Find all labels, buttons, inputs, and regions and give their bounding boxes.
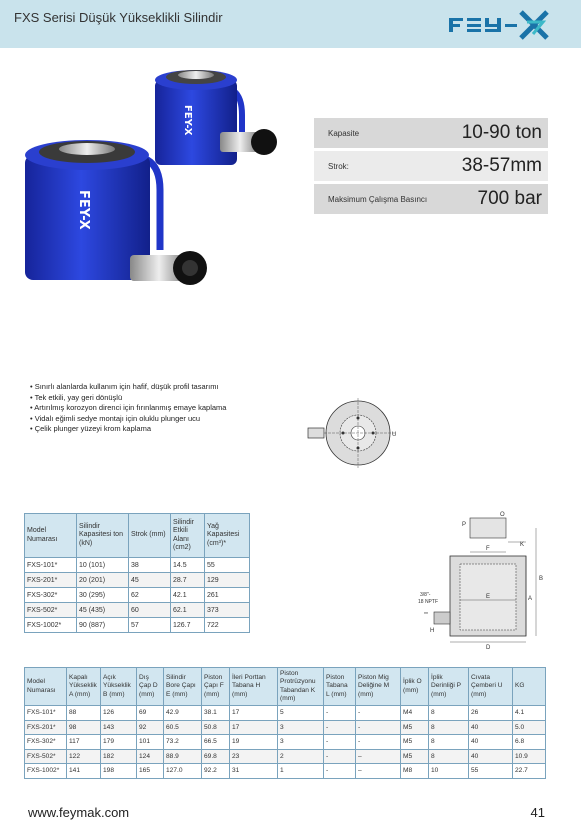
table-cell: 23 [230,749,278,764]
table-cell: 3 [278,735,324,750]
table-cell: 42.9 [164,706,202,721]
feyx-logo [447,8,567,40]
table-cell: 8 [429,720,469,735]
table-cell: – [356,749,401,764]
table-header-row [25,514,250,558]
table-row [25,735,546,750]
table-cell: 60.5 [164,720,202,735]
dimensions-table [24,667,546,779]
feature-item: • Tek etkili, yay geri dönüşlü [30,393,290,404]
table-cell: 73.2 [164,735,202,750]
table-header: İplik O (mm) [401,668,429,706]
table-header-row [25,668,546,706]
dim-u-label: U [392,432,397,438]
table-cell: 198 [101,764,137,779]
dim-e-label: E [486,594,491,600]
table-cell: 62.1 [171,603,205,618]
table-cell: 122 [67,749,101,764]
table-cell: 126.7 [171,618,205,633]
table-cell: 42.1 [171,588,205,603]
table-cell: - [324,720,356,735]
table-cell: 182 [101,749,137,764]
footer-website: www.feymak.com [28,805,130,820]
spec-label: Kapasite [328,128,360,138]
table-cell: 4.1 [513,706,546,721]
table-cell: 26 [469,706,513,721]
table-header: Silindir Etkili Alanı (cm2) [171,514,205,558]
table-cell: - [356,706,401,721]
table-row [25,603,250,618]
table-cell: 127.0 [164,764,202,779]
spec-value: 38-57mm [461,155,542,176]
thread-label-1: 3/8"- [420,592,431,598]
spec-summary [314,118,548,217]
table-cell: 3 [278,720,324,735]
table-header: Piston Tabana L (mm) [324,668,356,706]
table-cell: 373 [205,603,250,618]
table-cell: M5 [401,735,429,750]
table-header: Strok (mm) [129,514,171,558]
table-cell: FXS-1002* [25,764,67,779]
feature-list [30,382,290,435]
table-header: Piston Protrüzyonu Tabandan K (mm) [278,668,324,706]
spec-label: Maksimum Çalışma Basıncı [328,194,428,204]
table-row [25,720,546,735]
dim-o-label: O [500,512,505,518]
feature-item: • Vidalı eğimli sedye montajı için oluklu plunger ucu [30,414,290,425]
dim-h-label: H [430,628,435,634]
table-cell: 10.9 [513,749,546,764]
table-cell: 10 (101) [77,558,129,573]
table-cell: 8 [429,749,469,764]
dim-a-label: A [528,596,533,602]
table-header: Açık Yükseklik B (mm) [101,668,137,706]
table-cell: 90 (887) [77,618,129,633]
table-cell: FXS-201* [25,573,77,588]
table-cell: FXS-201* [25,720,67,735]
feature-item: • Artırılmış korozyon direnci için fırınlanmış emaye kaplama [30,403,290,414]
table-cell: M5 [401,749,429,764]
dim-d-label: D [486,645,491,650]
table-cell: 92.2 [202,764,230,779]
top-view-drawing [306,398,406,468]
table-cell: 38.1 [202,706,230,721]
spec-capacity [314,118,548,148]
table-cell: FXS-101* [25,706,67,721]
table-cell: 92 [137,720,164,735]
table-cell: 40 [469,720,513,735]
feature-item: • Çelik plunger yüzeyi krom kaplama [30,424,290,435]
thread-label-2: 18 NPTF [418,599,439,605]
table-cell: 98 [67,720,101,735]
table-header: Cıvata Çemberi U (mm) [469,668,513,706]
table-cell: 8 [429,735,469,750]
table-row [25,764,546,779]
table-cell: - [356,735,401,750]
table-header: Piston Mig Deliğine M (mm) [356,668,401,706]
spec-value: 10-90 ton [461,122,542,143]
spec-stroke [314,151,548,181]
large-cylinder-label: FEY-X [76,190,91,230]
table-row [25,749,546,764]
table-cell: 143 [101,720,137,735]
table-header: İplik Derinliği P (mm) [429,668,469,706]
table-cell: 179 [101,735,137,750]
table-cell: M4 [401,706,429,721]
feature-item: • Sınırlı alanlarda kullanım için hafif, düşük profil tasarımı [30,382,290,393]
table-cell: 57 [129,618,171,633]
table-cell: 124 [137,749,164,764]
table-cell: 126 [101,706,137,721]
table-cell: 69.8 [202,749,230,764]
table-cell: 19 [230,735,278,750]
table-cell: 17 [230,720,278,735]
table-cell: 45 [129,573,171,588]
table-cell: 8 [429,706,469,721]
table-row [25,558,250,573]
table-cell: 66.5 [202,735,230,750]
dim-k-label: K [520,542,525,548]
side-view-drawing [416,508,556,650]
table-header: Kapalı Yükseklik A (mm) [67,668,101,706]
page-title: FXS Serisi Düşük Yükseklikli Silindir [14,10,223,25]
table-cell: 6.8 [513,735,546,750]
table-cell: 28.7 [171,573,205,588]
table-cell: 30 (295) [77,588,129,603]
table-cell: 62 [129,588,171,603]
table-header: Model Numarası [25,668,67,706]
table-cell: - [324,749,356,764]
table-cell: 10 [429,764,469,779]
small-cylinder-label: FEY-X [182,105,193,136]
table-cell: - [324,735,356,750]
table-cell: 1 [278,764,324,779]
table-cell: 40 [469,749,513,764]
table-row [25,573,250,588]
table-cell: 22.7 [513,764,546,779]
table-cell: - [324,706,356,721]
table-cell: FXS-502* [25,603,77,618]
spec-pressure [314,184,548,214]
table-cell: FXS-101* [25,558,77,573]
table-cell: 5.0 [513,720,546,735]
page-header [0,0,581,48]
page-number: 41 [530,805,545,820]
table-header: Silindir Bore Çapı E (mm) [164,668,202,706]
table-cell: 14.5 [171,558,205,573]
spec-label: Strok: [328,161,349,171]
table-header: Yağ Kapasitesi (cm³)* [205,514,250,558]
table-cell: FXS-1002* [25,618,77,633]
table-cell: 38 [129,558,171,573]
table-cell: 17 [230,706,278,721]
table-cell: M8 [401,764,429,779]
dim-b-label: B [539,576,544,582]
table-cell: 722 [205,618,250,633]
table-cell: 55 [205,558,250,573]
table-cell: 69 [137,706,164,721]
table-cell: FXS-502* [25,749,67,764]
table-cell: 55 [469,764,513,779]
table-cell: FXS-302* [25,735,67,750]
table-cell: M5 [401,720,429,735]
table-cell: 88 [67,706,101,721]
table-row [25,588,250,603]
table-cell: 5 [278,706,324,721]
table-cell: FXS-302* [25,588,77,603]
table-cell: 101 [137,735,164,750]
dim-p-label: P [462,522,467,528]
table-cell: 117 [67,735,101,750]
table-header: Model Numarası [25,514,77,558]
table-row [25,706,546,721]
table-header: Dış Çap D (mm) [137,668,164,706]
table-header: Piston Çapı F (mm) [202,668,230,706]
table-cell: 40 [469,735,513,750]
table-header: Silindir Kapasitesi ton (kN) [77,514,129,558]
table-cell: – [356,764,401,779]
table-cell: 88.9 [164,749,202,764]
table-header: KG [513,668,546,706]
dim-f-label: F [486,546,490,552]
table-cell: - [356,720,401,735]
table-cell: 141 [67,764,101,779]
table-cell: 261 [205,588,250,603]
table-cell: 129 [205,573,250,588]
capacity-table [24,513,250,633]
table-header: İleri Porttan Tabana H (mm) [230,668,278,706]
table-cell: 165 [137,764,164,779]
table-cell: 60 [129,603,171,618]
table-row [25,618,250,633]
table-cell: - [324,764,356,779]
table-cell: 2 [278,749,324,764]
spec-value: 700 bar [477,188,542,209]
table-cell: 20 (201) [77,573,129,588]
cylinder-product-image [10,60,300,320]
table-cell: 50.8 [202,720,230,735]
table-cell: 31 [230,764,278,779]
table-cell: 45 (435) [77,603,129,618]
dim-note-label: ** [424,612,428,618]
